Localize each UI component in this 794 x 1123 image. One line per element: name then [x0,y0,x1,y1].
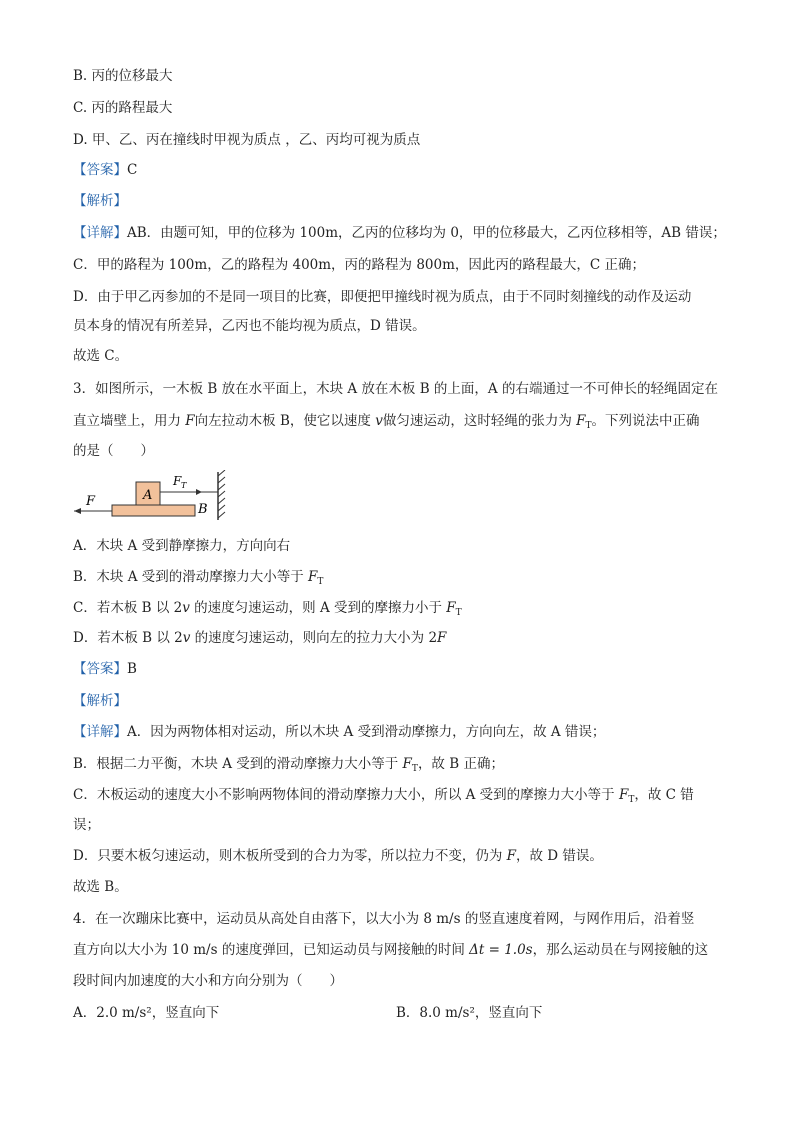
answer-tag: 【答案】 [73,661,127,677]
time-interval: Δt = 1.0s [469,942,533,958]
stem-text: ，那么运动员在与网接触的这 [532,942,709,958]
stem-text: 直方向以大小为 10 m/s 的速度弹回，已知运动员与网接触的时间 [73,942,470,958]
velocity-symbol: v [375,413,383,429]
tension-subscript: T [317,577,324,587]
label-ft-sub: T [181,481,187,490]
detail-tag: 【详解】 [73,724,127,740]
q3-option-d [73,628,446,648]
stem-text: 做匀速运动，这时轻绳的张力为 [382,413,577,429]
answer-value: B [127,661,137,677]
tension-subscript: T [455,608,462,618]
q4-stem-line3: 段时间内加速度的大小和方向分别为（ ） [73,973,343,989]
tension-subscript: T [585,421,592,431]
q2-detail-d2: 员本身的情况有所差异，乙丙也不能均视为质点，D 错误。 [73,318,426,334]
q3-detail-a [73,722,605,742]
q2-conclusion: 故选 C。 [73,348,129,364]
option-text: 的速度匀速运动，则 A 受到的摩擦力小于 [189,600,447,616]
q4-stem-line2 [73,940,708,960]
tension-subscript: T [411,764,418,774]
option-text: 的速度匀速运动，则向左的拉力大小为 2 [190,630,438,646]
q2-answer [73,160,137,180]
answer-value: C [127,162,138,178]
force-symbol: F [437,630,447,646]
label-f: F [86,494,96,509]
detail-text: ，故 B 正确； [417,756,504,772]
detail-text: ，故 C 错 [634,787,694,803]
tension-symbol: F [618,787,629,803]
q3-figure [70,470,240,528]
stem-text: 直立墙壁上，用力 [73,413,186,429]
q2-detail-d1: D．由于甲乙丙参加的不是同一项目的比赛，即便把甲撞线时视为质点，由于不同时刻撞线的动作及运动 [73,289,692,305]
q4-stem-line1: 4．在一次蹦床比赛中，运动员从高处自由落下，以大小为 8 m/s 的竖直速度着网，与网作用后，沿着竖 [73,911,695,927]
tension-subscript: T [628,795,635,805]
q3-option-b [73,567,323,592]
q3-detail-c2: 误； [73,817,100,833]
tension-symbol: F [576,413,586,429]
q3-stem-line2 [73,411,700,436]
q2-detail-ab [73,223,726,243]
velocity-symbol: v [182,600,190,616]
board-b [112,505,195,516]
stem-text: 向左拉动木板 B，使它以速度 [194,413,376,429]
answer-tag: 【答案】 [73,162,127,178]
q3-option-a: A．木块 A 受到静摩擦力，方向向右 [73,538,291,554]
detail-text: C．木板运动的速度大小不影响两物体间的滑动摩擦力大小，所以 A 受到的摩擦力大小等于 [73,787,619,803]
detail-text: D．只要木板匀速运动，则木板所受到的合力为零，所以拉力不变，仍为 [73,848,507,864]
force-symbol: F [506,848,516,864]
force-symbol: F [185,413,195,429]
q2-option-c: C. 丙的路程最大 [73,100,173,116]
option-text: C．若木板 B 以 2 [73,600,183,616]
velocity-symbol: v [182,630,191,646]
q4-option-b: B．8.0 m/s²，竖直向下 [396,1005,543,1021]
detail-tag: 【详解】 [73,225,127,241]
stem-text: 。下列说法中正确 [591,413,700,429]
q3-answer [73,659,137,679]
q3-analysis-tag: 【解析】 [73,693,127,709]
force-arrow-head [74,508,81,514]
wall-hatching [218,470,225,518]
q3-detail-b [73,754,504,779]
tension-symbol: F [446,600,456,616]
tension-arrow-head [196,489,202,495]
tension-symbol: F [402,756,412,772]
q2-option-d: D. 甲、乙、丙在撞线时甲视为质点 ，乙、丙均可视为质点 [73,132,421,148]
label-a: A [143,488,153,503]
q2-analysis-tag: 【解析】 [73,193,127,209]
label-ft: F [173,474,182,488]
q2-detail-c: C．甲的路程为 100m，乙的路程为 400m，丙的路程为 800m，因此丙的路程最大，C 正确； [73,257,646,273]
detail-text: ，故 D 错误。 [516,848,603,864]
q3-stem-line1: 3．如图所示，一木板 B 放在水平面上，木块 A 放在木板 B 的上面，A 的右端通过一不可伸长的轻绳固定在 [73,381,718,397]
q4-option-a: A．2.0 m/s²，竖直向下 [73,1005,220,1021]
q3-stem-line3: 的是（ ） [73,443,154,459]
detail-text: AB．由题可知，甲的位移为 100m，乙丙的位移均为 0，甲的位移最大，乙丙位移相等，AB 错误； [127,225,726,241]
q3-detail-d [73,846,603,866]
label-b: B [198,502,208,517]
detail-text: A．因为两物体相对运动，所以木块 A 受到滑动摩擦力，方向向左，故 A 错误； [127,724,606,740]
detail-text: B．根据二力平衡，木块 A 受到的滑动摩擦力大小等于 [73,756,403,772]
q3-conclusion: 故选 B。 [73,879,128,895]
option-text: D．若木板 B 以 2 [73,630,183,646]
q2-option-b: B. 丙的位移最大 [73,68,173,84]
q3-option-c [73,598,462,623]
tension-symbol: F [308,569,318,585]
q3-detail-c [73,785,694,810]
option-text: B．木块 A 受到的滑动摩擦力大小等于 [73,569,309,585]
